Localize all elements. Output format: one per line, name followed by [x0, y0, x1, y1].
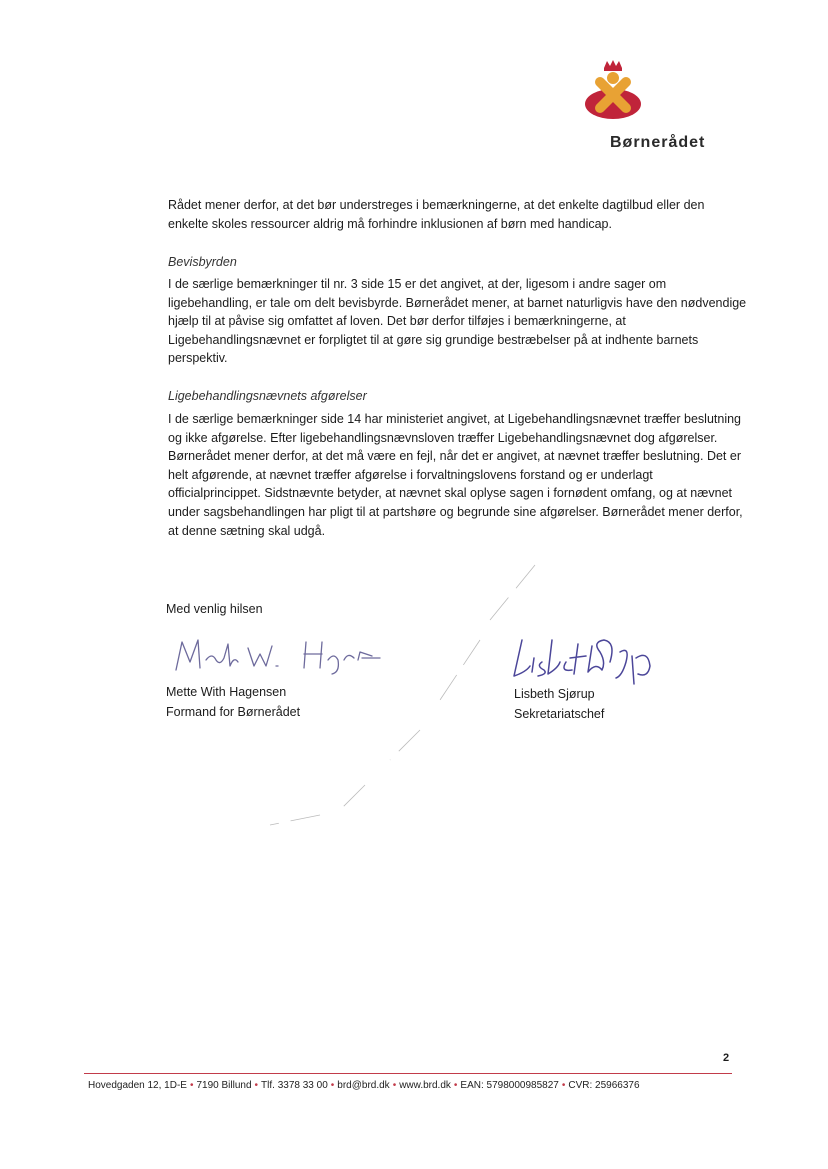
footer-phone: Tlf. 3378 33 00 — [261, 1080, 328, 1091]
page-number: 2 — [723, 1052, 730, 1064]
footer-separator: • — [254, 1080, 259, 1091]
signatory-1-name: Mette With Hagensen — [166, 685, 287, 699]
signatory-2 — [514, 684, 604, 724]
signature-mette-with-hagensen — [172, 632, 382, 676]
signatory-2-title: Sekretariatschef — [514, 707, 605, 721]
borneradet-emblem-icon — [582, 58, 644, 122]
footer-email-link[interactable]: brd@brd.dk — [337, 1080, 390, 1091]
signatory-1-title: Formand for Børnerådet — [166, 705, 301, 719]
footer-separator: • — [561, 1080, 566, 1091]
footer-divider — [84, 1073, 732, 1074]
footer-separator: • — [189, 1080, 194, 1091]
footer-cvr: CVR: 25966376 — [568, 1080, 640, 1091]
section-text-afgorelser: I de særlige bemærkninger side 14 har ministeriet angivet, at Ligebehandlingsnævnet træffer beslutning og ikke afgørelse. Efter ligebehandlingsnævnsloven træffer Ligebehandlingsnævnet dog afgørelser. Børnerådet mener derfor, at det må være en fejl, når det er angivet, at nævnet træffer beslutning. Det er helt afgørende, at nævnet træffer afgørelse i forvaltningslovens forstand og er underlagt officialprincippet. Sidstnævnte betyder, at nævnet skal oplyse sagen i fornødent omfang, og at nævnet under sagsbehandlingen har pligt til at partshøre og begrunde sine afgørelser. Børnerådet mener derfor, at denne sætning skal udgå. — [168, 412, 743, 538]
footer-separator: • — [453, 1080, 458, 1091]
signature-lisbeth-sjorup — [508, 632, 660, 692]
brand-name: Børnerådet — [610, 134, 706, 151]
scan-artifact-lines — [260, 560, 540, 830]
signatory-1 — [166, 682, 300, 722]
footer-separator: • — [392, 1080, 397, 1091]
signatory-2-name: Lisbeth Sjørup — [514, 687, 595, 701]
section-heading-afgorelser: Ligebehandlingsnævnets afgørelser — [168, 389, 367, 403]
footer-separator: • — [330, 1080, 335, 1091]
footer-city: 7190 Billund — [196, 1080, 252, 1091]
footer-contact-line — [88, 1080, 640, 1091]
footer-ean: EAN: 5798000985827 — [460, 1080, 559, 1091]
organization-logo — [578, 58, 744, 158]
section-heading-bevisbyrden: Bevisbyrden — [168, 255, 237, 269]
section-text-bevisbyrden: I de særlige bemærkninger til nr. 3 side 15 er det angivet, at der, ligesom i andre sager om ligebehandling, er tale om delt bevisbyrde. Børnerådet mener, at barnet naturligvis have den nødvendige hjælp til at påvise sig omfattet af loven. Det bør derfor tilføjes i bemærkningerne, at Ligebehandlingsnævnet er forpligtet til at gøre sig grundige bestræbelser på at indhente barnets perspektiv. — [168, 277, 747, 366]
footer-website-link[interactable]: www.brd.dk — [399, 1080, 451, 1091]
intro-paragraph: Rådet mener derfor, at det bør understreges i bemærkningerne, at det enkelte dagtilbud eller den enkelte skoles ressourcer aldrig må forhindre inklusionen af børn med handicap. — [168, 198, 705, 231]
closing-greeting: Med venlig hilsen — [166, 602, 263, 616]
footer-address: Hovedgaden 12, 1D-E — [88, 1080, 187, 1091]
